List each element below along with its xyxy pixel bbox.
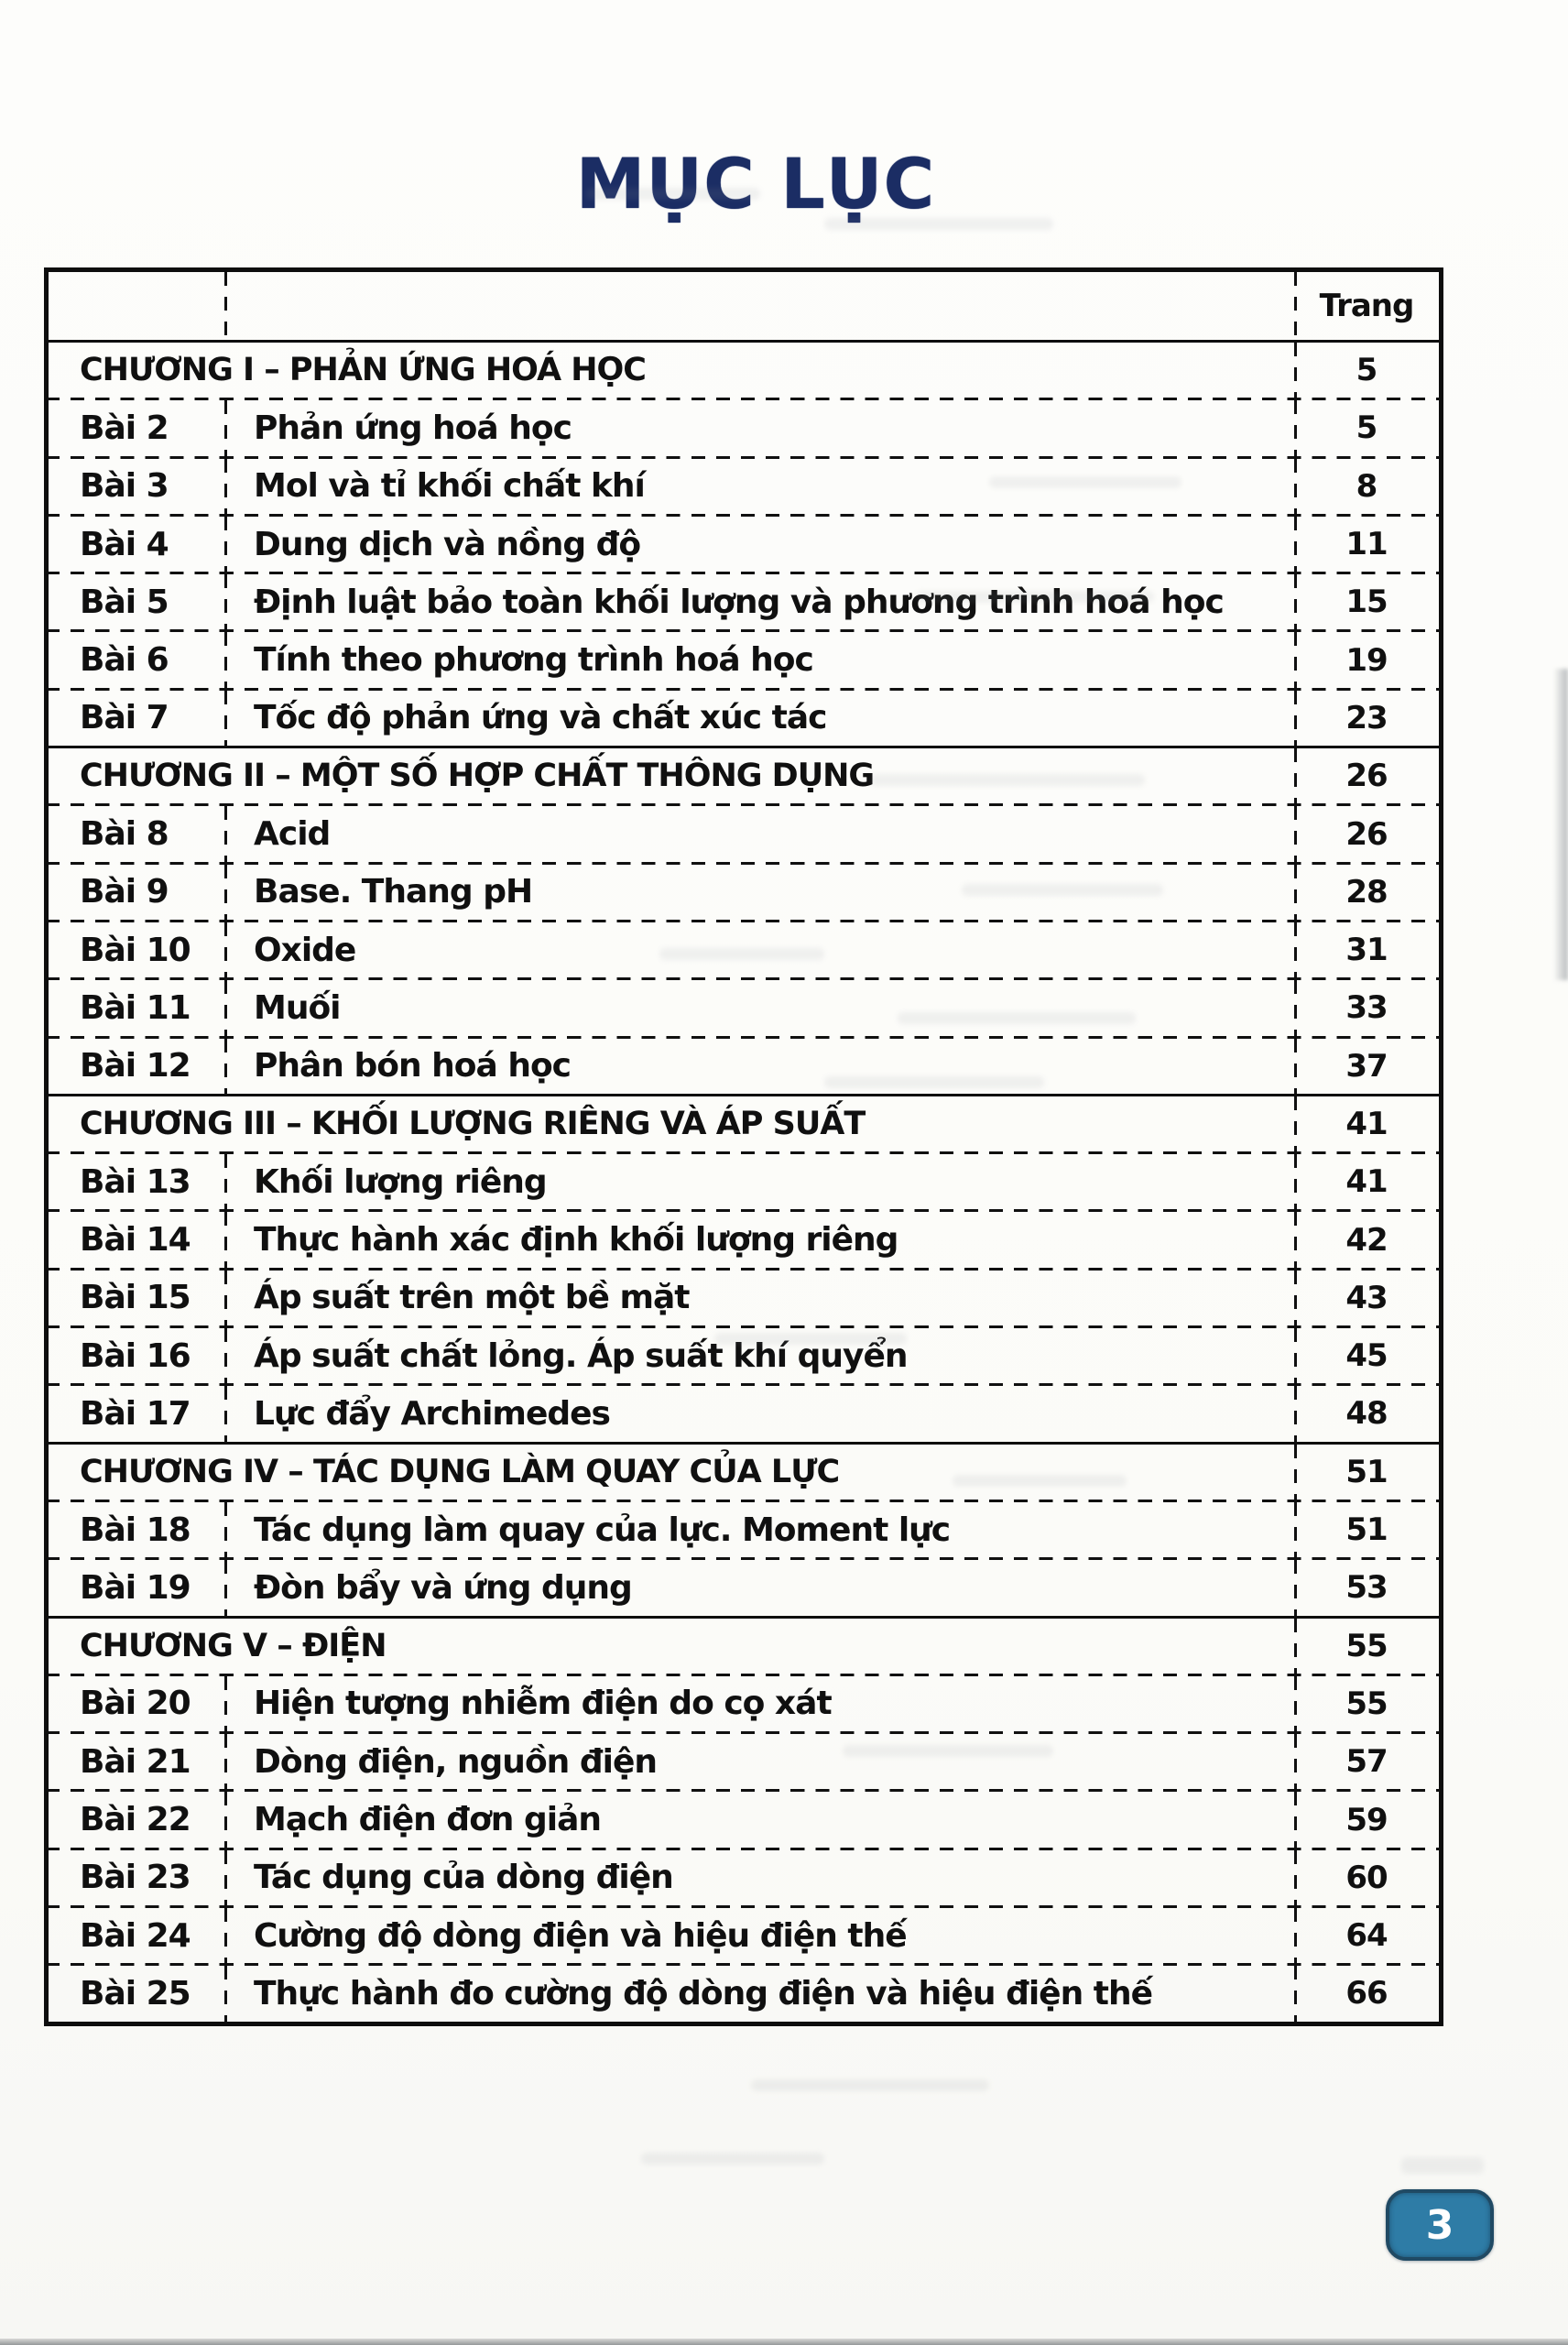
page-number-cell: 41 <box>1294 1096 1439 1151</box>
lesson-title-cell: Phân bón hoá học <box>224 1039 1294 1094</box>
lesson-title-cell: Thực hành đo cường độ dòng điện và hiệu điện thế <box>224 1966 1294 2021</box>
lesson-title-cell: Lực đẩy Archimedes <box>224 1386 1294 1441</box>
lesson-title-cell: Hiện tượng nhiễm điện do cọ xát <box>224 1676 1294 1731</box>
toc-lesson-row <box>49 514 1439 572</box>
page-number-cell: 8 <box>1294 459 1439 514</box>
lesson-title-cell: Áp suất trên một bề mặt <box>224 1271 1294 1325</box>
page-number-cell: 48 <box>1294 1386 1439 1441</box>
scan-edge-shadow-right <box>1553 669 1568 980</box>
lesson-number-cell: Bài 25 <box>80 1974 191 2012</box>
bleed-through-artifact <box>989 476 1181 488</box>
bleed-through-artifact <box>586 188 760 200</box>
lesson-number-cell: Bài 21 <box>80 1742 191 1781</box>
toc-lesson-row <box>49 456 1439 514</box>
header-page-col: Trang <box>1294 272 1439 340</box>
lesson-number-cell: Bài 14 <box>80 1221 191 1260</box>
toc-lesson-row <box>49 1383 1439 1441</box>
lesson-title-cell: Thực hành xác định khối lượng riêng <box>224 1212 1294 1267</box>
page-number-cell: 45 <box>1294 1328 1439 1383</box>
bleed-through-artifact <box>898 1012 1136 1024</box>
bleed-through-artifact <box>1401 2157 1484 2174</box>
toc-lesson-row <box>49 1500 1439 1557</box>
bleed-through-artifact <box>824 1076 1044 1088</box>
scan-edge-shadow-bottom <box>0 2339 1568 2345</box>
page-number-cell: 37 <box>1294 1039 1439 1094</box>
toc-lesson-row <box>49 1557 1439 1615</box>
lesson-number-cell: Bài 4 <box>80 525 169 563</box>
chapter-title-cell: CHƯƠNG IV – TÁC DỤNG LÀM QUAY CỦA LỰC <box>80 1453 840 1490</box>
page-number-cell: 66 <box>1294 1966 1439 2021</box>
page-number-cell: 5 <box>1294 400 1439 455</box>
lesson-title-cell: Tính theo phương trình hoá học <box>224 632 1294 687</box>
toc-table <box>44 267 1443 2026</box>
toc-lesson-row <box>49 1963 1439 2021</box>
toc-lesson-row <box>49 862 1439 920</box>
lesson-number-cell: Bài 3 <box>80 467 169 506</box>
toc-chapter-row <box>49 746 1439 803</box>
chapter-title-cell: CHƯƠNG III – KHỐI LƯỢNG RIÊNG VÀ ÁP SUẤT <box>80 1106 866 1142</box>
page-number-cell: 60 <box>1294 1850 1439 1905</box>
toc-lesson-row <box>49 1731 1439 1789</box>
toc-lesson-row <box>49 1209 1439 1267</box>
toc-lesson-row <box>49 629 1439 687</box>
toc-lesson-row <box>49 1848 1439 1905</box>
bleed-through-artifact <box>843 1745 1053 1757</box>
toc-chapter-row <box>49 1442 1439 1500</box>
toc-lesson-row <box>49 1268 1439 1325</box>
lesson-title-cell: Dòng điện, nguồn điện <box>224 1734 1294 1789</box>
page-number-cell: 55 <box>1294 1676 1439 1731</box>
lesson-number-cell: Bài 20 <box>80 1685 191 1723</box>
bleed-through-artifact <box>751 2079 989 2091</box>
lesson-number-cell: Bài 15 <box>80 1279 191 1317</box>
lesson-number-cell: Bài 7 <box>80 699 169 737</box>
lesson-number-cell: Bài 13 <box>80 1162 191 1201</box>
toc-lesson-row <box>49 977 1439 1035</box>
toc-lesson-row <box>49 1151 1439 1209</box>
page-number-cell: 31 <box>1294 922 1439 977</box>
bleed-through-artifact <box>953 1475 1127 1487</box>
lesson-title-cell: Phản ứng hoá học <box>224 400 1294 455</box>
lesson-title-cell: Tác dụng làm quay của lực. Moment lực <box>224 1502 1294 1557</box>
lesson-number-cell: Bài 17 <box>80 1394 191 1433</box>
bleed-through-artifact <box>962 884 1163 896</box>
toc-rows-container <box>49 340 1439 2022</box>
lesson-title-cell: Tốc độ phản ứng và chất xúc tác <box>224 691 1294 746</box>
toc-lesson-row <box>49 572 1439 629</box>
lesson-title-cell: Acid <box>224 806 1294 861</box>
lesson-title-cell: Áp suất chất lỏng. Áp suất khí quyển <box>224 1328 1294 1383</box>
bleed-through-artifact <box>659 948 824 960</box>
toc-chapter-row <box>49 1094 1439 1151</box>
lesson-number-cell: Bài 23 <box>80 1859 191 1897</box>
page-number-cell: 57 <box>1294 1734 1439 1789</box>
chapter-title-cell: CHƯƠNG I – PHẢN ỨNG HOÁ HỌC <box>80 352 646 389</box>
lesson-number-cell: Bài 19 <box>80 1568 191 1607</box>
page-number-cell: 28 <box>1294 865 1439 920</box>
toc-header-row <box>49 272 1439 340</box>
lesson-title-cell: Dung dịch và nồng độ <box>224 517 1294 572</box>
lesson-title-cell: Oxide <box>224 922 1294 977</box>
toc-lesson-row <box>49 1674 1439 1731</box>
page-number-cell: 53 <box>1294 1560 1439 1615</box>
page-number-cell: 59 <box>1294 1792 1439 1847</box>
lesson-title-cell: Cường độ dòng điện và hiệu điện thế <box>224 1908 1294 1963</box>
lesson-number-cell: Bài 12 <box>80 1047 191 1085</box>
page-title: MỤC LỤC <box>575 143 936 224</box>
lesson-number-cell: Bài 10 <box>80 931 191 969</box>
chapter-title-cell: CHƯƠNG II – MỘT SỐ HỢP CHẤT THÔNG DỤNG <box>80 758 875 795</box>
page-number-cell: 64 <box>1294 1908 1439 1963</box>
lesson-number-cell: Bài 24 <box>80 1916 191 1955</box>
lesson-number-cell: Bài 16 <box>80 1336 191 1375</box>
toc-lesson-row <box>49 803 1439 861</box>
page-number-cell: 26 <box>1294 748 1439 803</box>
page-number-cell: 11 <box>1294 517 1439 572</box>
lesson-number-cell: Bài 6 <box>80 641 169 680</box>
lesson-number-cell: Bài 9 <box>80 873 169 911</box>
page-number-cell: 43 <box>1294 1271 1439 1325</box>
page-number-cell: 26 <box>1294 806 1439 861</box>
bleed-through-artifact <box>641 2153 824 2165</box>
page-number-cell: 42 <box>1294 1212 1439 1267</box>
lesson-number-cell: Bài 5 <box>80 583 169 621</box>
lesson-title-cell: Khối lượng riêng <box>224 1154 1294 1209</box>
lesson-title-cell: Đòn bẩy và ứng dụng <box>224 1560 1294 1615</box>
bleed-through-artifact <box>916 591 1154 603</box>
toc-lesson-row <box>49 398 1439 455</box>
page-number-cell: 19 <box>1294 632 1439 687</box>
page-number-cell: 33 <box>1294 980 1439 1035</box>
lesson-title-cell: Tác dụng của dòng điện <box>224 1850 1294 1905</box>
header-title-col <box>224 272 1294 340</box>
page-number-cell: 55 <box>1294 1619 1439 1674</box>
lesson-number-cell: Bài 11 <box>80 988 191 1027</box>
page-number-cell: 51 <box>1294 1502 1439 1557</box>
bleed-through-artifact <box>870 774 1145 786</box>
lesson-number-cell: Bài 8 <box>80 815 169 854</box>
lesson-number-cell: Bài 18 <box>80 1511 191 1549</box>
page-number-cell: 51 <box>1294 1445 1439 1500</box>
lesson-number-cell: Bài 2 <box>80 409 169 447</box>
lesson-title-cell: Định luật bảo toàn khối lượng và phương trình hoá học <box>224 574 1294 629</box>
toc-lesson-row <box>49 1905 1439 1963</box>
toc-lesson-row <box>49 1789 1439 1847</box>
lesson-title-cell: Base. Thang pH <box>224 865 1294 920</box>
toc-lesson-row <box>49 1036 1439 1094</box>
chapter-title-cell: CHƯƠNG V – ĐIỆN <box>80 1627 387 1664</box>
page-number-cell: 5 <box>1294 343 1439 398</box>
lesson-number-cell: Bài 22 <box>80 1801 191 1839</box>
page-number-cell: 23 <box>1294 691 1439 746</box>
page-number-cell: 15 <box>1294 574 1439 629</box>
toc-lesson-row <box>49 688 1439 746</box>
bleed-through-artifact <box>824 218 1053 230</box>
page-number-badge: 3 <box>1386 2189 1494 2261</box>
lesson-title-cell: Muối <box>224 980 1294 1035</box>
lesson-title-cell: Mạch điện đơn giản <box>224 1792 1294 1847</box>
bleed-through-artifact <box>714 1333 907 1345</box>
toc-chapter-row <box>49 1616 1439 1674</box>
toc-chapter-row <box>49 340 1439 398</box>
lesson-title-cell: Mol và tỉ khối chất khí <box>224 459 1294 514</box>
page-number-cell: 41 <box>1294 1154 1439 1209</box>
